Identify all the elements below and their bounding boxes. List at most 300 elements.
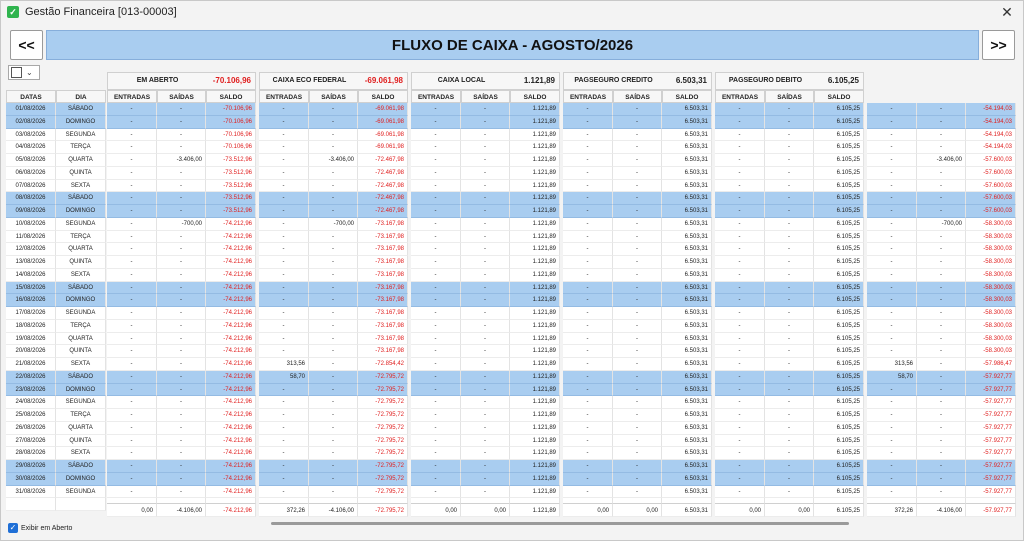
- cell-date: 11/08/2026: [6, 231, 56, 244]
- cell-value: 1.121,89: [510, 218, 560, 231]
- cell-value: -: [259, 294, 309, 307]
- table-row[interactable]: [6, 256, 1020, 269]
- table-row[interactable]: [6, 192, 1020, 205]
- cell-value: -: [461, 231, 510, 244]
- cell-value: -: [765, 422, 814, 435]
- cell-value: -: [715, 192, 765, 205]
- cell-value: -: [461, 218, 510, 231]
- cell-value: -: [411, 243, 461, 256]
- cell-value: 6.105,25: [814, 320, 864, 333]
- cell-day: DOMINGO: [56, 384, 106, 397]
- cell-value: -: [157, 129, 206, 142]
- cell-value: -: [563, 345, 613, 358]
- cell-value: -: [867, 243, 917, 256]
- table-row[interactable]: [6, 180, 1020, 193]
- table-row[interactable]: [6, 141, 1020, 154]
- chevron-down-icon: ⌄: [26, 68, 33, 77]
- cell-value: -74.212,96: [206, 358, 256, 371]
- table-row[interactable]: [6, 422, 1020, 435]
- cell-value: -: [107, 180, 157, 193]
- account-name: CAIXA ECO FEDERAL: [272, 77, 347, 84]
- account-header: [411, 72, 560, 90]
- cell-value: -: [411, 460, 461, 473]
- cell-value: -: [917, 294, 966, 307]
- cell-value: 6.503,31: [662, 371, 712, 384]
- close-icon[interactable]: ✕: [1001, 4, 1013, 20]
- cell-value: -73.167,98: [358, 231, 408, 244]
- cell-value: -73.167,98: [358, 269, 408, 282]
- cell-value: -: [765, 345, 814, 358]
- table-row[interactable]: [6, 447, 1020, 460]
- cell-value: -: [867, 282, 917, 295]
- cell-value: -74.212,96: [206, 243, 256, 256]
- cell-value: 1.121,89: [510, 371, 560, 384]
- cell-day: DOMINGO: [56, 116, 106, 129]
- total-cell: 0,00: [461, 503, 510, 517]
- table-row[interactable]: [6, 409, 1020, 422]
- cell-value: 313,56: [259, 358, 309, 371]
- header-saldo: SALDO: [510, 90, 560, 103]
- cell-day: QUINTA: [56, 435, 106, 448]
- table-row[interactable]: [6, 358, 1020, 371]
- cell-value: -700,00: [157, 218, 206, 231]
- total-cell: -4.106,00: [917, 503, 966, 517]
- cell-value: -: [107, 218, 157, 231]
- cell-value: -: [107, 396, 157, 409]
- cell-value: 6.105,25: [814, 256, 864, 269]
- cell-value: -57.927,77: [966, 447, 1016, 460]
- cell-value: 6.503,31: [662, 141, 712, 154]
- cell-value: -: [107, 345, 157, 358]
- cell-day: DOMINGO: [56, 294, 106, 307]
- cell-value: -: [107, 167, 157, 180]
- cell-value: -: [917, 422, 966, 435]
- table-row[interactable]: [6, 320, 1020, 333]
- cell-value: -54.194,03: [966, 116, 1016, 129]
- next-month-button[interactable]: >>: [982, 30, 1015, 60]
- cell-value: -: [259, 167, 309, 180]
- cell-value: -: [613, 345, 662, 358]
- cell-value: -: [157, 269, 206, 282]
- cell-value: -: [613, 282, 662, 295]
- cell-value: -: [309, 167, 358, 180]
- table-row[interactable]: [6, 269, 1020, 282]
- cell-value: -73.167,98: [358, 333, 408, 346]
- cell-value: -: [461, 180, 510, 193]
- account-header: [259, 72, 408, 90]
- cell-value: -: [157, 180, 206, 193]
- account-header: [563, 72, 712, 90]
- cell-value: 6.503,31: [662, 256, 712, 269]
- cell-value: -: [157, 384, 206, 397]
- cell-value: -: [411, 269, 461, 282]
- cell-value: -: [917, 460, 966, 473]
- cell-day: SEXTA: [56, 269, 106, 282]
- cell-value: -73.167,98: [358, 282, 408, 295]
- cell-value: -74.212,96: [206, 435, 256, 448]
- cell-value: 6.105,25: [814, 333, 864, 346]
- cell-value: -: [411, 396, 461, 409]
- cell-value: -: [259, 320, 309, 333]
- cell-value: -72.795,72: [358, 435, 408, 448]
- cell-value: -57.927,77: [966, 460, 1016, 473]
- cell-date: 16/08/2026: [6, 294, 56, 307]
- cell-value: -: [563, 129, 613, 142]
- table-row[interactable]: [6, 307, 1020, 320]
- cell-value: -57.927,77: [966, 409, 1016, 422]
- cell-day: SEGUNDA: [56, 129, 106, 142]
- cell-value: -: [157, 294, 206, 307]
- cell-date: 13/08/2026: [6, 256, 56, 269]
- cell-value: 6.105,25: [814, 141, 864, 154]
- cell-value: 6.503,31: [662, 307, 712, 320]
- cell-value: -: [563, 282, 613, 295]
- header-saldo: SALDO: [358, 90, 408, 103]
- table-row[interactable]: [6, 435, 1020, 448]
- cell-value: -: [461, 422, 510, 435]
- cell-value: -: [461, 460, 510, 473]
- cell-value: -: [765, 167, 814, 180]
- table-row[interactable]: [6, 473, 1020, 486]
- total-cell: -4.106,00: [157, 503, 206, 517]
- cell-day: QUINTA: [56, 345, 106, 358]
- cell-value: -: [157, 473, 206, 486]
- cell-value: -73.512,96: [206, 192, 256, 205]
- cell-value: -: [715, 422, 765, 435]
- show-open-toggle[interactable]: [8, 523, 72, 533]
- cell-value: -700,00: [309, 218, 358, 231]
- cell-value: -: [411, 409, 461, 422]
- cell-value: -: [917, 129, 966, 142]
- cell-value: -: [867, 167, 917, 180]
- cell-value: -: [613, 486, 662, 499]
- cell-value: -73.512,96: [206, 167, 256, 180]
- cell-value: -: [867, 320, 917, 333]
- cell-value: -: [917, 256, 966, 269]
- cell-date: 17/08/2026: [6, 307, 56, 320]
- cell-value: -: [715, 396, 765, 409]
- cell-value: -74.212,96: [206, 460, 256, 473]
- cell-value: -: [157, 396, 206, 409]
- cell-value: -72.467,98: [358, 192, 408, 205]
- cell-value: -72.467,98: [358, 154, 408, 167]
- cell-value: -: [157, 231, 206, 244]
- cell-date: 23/08/2026: [6, 384, 56, 397]
- cell-value: 6.105,25: [814, 486, 864, 499]
- cell-value: -: [157, 116, 206, 129]
- cell-day: QUINTA: [56, 256, 106, 269]
- total-cell: 0,00: [411, 503, 461, 517]
- cell-value: -: [107, 422, 157, 435]
- cell-value: -: [259, 269, 309, 282]
- cell-value: 6.105,25: [814, 243, 864, 256]
- header-saldo: SALDO: [206, 90, 256, 103]
- cell-value: -: [867, 409, 917, 422]
- cell-value: -: [765, 282, 814, 295]
- cell-value: 6.105,25: [814, 384, 864, 397]
- cell-value: 6.503,31: [662, 294, 712, 307]
- cell-value: -: [765, 180, 814, 193]
- cell-value: -: [259, 333, 309, 346]
- cell-value: -: [715, 218, 765, 231]
- cell-value: 313,56: [867, 358, 917, 371]
- table-row[interactable]: [6, 396, 1020, 409]
- cell-value: -700,00: [917, 218, 966, 231]
- cell-day: TERÇA: [56, 141, 106, 154]
- horizontal-scrollbar[interactable]: [271, 522, 849, 525]
- cell-value: -: [613, 396, 662, 409]
- cell-value: -: [411, 205, 461, 218]
- cell-value: -: [461, 358, 510, 371]
- cell-value: -: [107, 141, 157, 154]
- table-row[interactable]: [6, 460, 1020, 473]
- cell-value: -: [715, 435, 765, 448]
- cell-value: -72.467,98: [358, 205, 408, 218]
- cell-value: -: [613, 460, 662, 473]
- cell-value: -58.300,03: [966, 256, 1016, 269]
- cell-value: -: [309, 345, 358, 358]
- cell-value: -: [259, 460, 309, 473]
- cell-value: -: [867, 486, 917, 499]
- cell-value: -: [107, 320, 157, 333]
- cell-value: -: [613, 116, 662, 129]
- cell-date: 24/08/2026: [6, 396, 56, 409]
- cell-value: -72.795,72: [358, 396, 408, 409]
- total-cell: 0,00: [613, 503, 662, 517]
- header-entradas: ENTRADAS: [715, 90, 765, 103]
- cell-value: -73.512,96: [206, 205, 256, 218]
- cell-value: -: [867, 256, 917, 269]
- cell-value: -: [765, 141, 814, 154]
- cell-value: -: [461, 396, 510, 409]
- cell-value: -: [107, 371, 157, 384]
- cell-value: 1.121,89: [510, 243, 560, 256]
- cell-value: -: [107, 333, 157, 346]
- cell-value: -: [107, 358, 157, 371]
- cell-date: 02/08/2026: [6, 116, 56, 129]
- cell-date: 25/08/2026: [6, 409, 56, 422]
- table-row[interactable]: [6, 154, 1020, 167]
- totals-row: [6, 503, 1020, 517]
- cell-value: -74.212,96: [206, 447, 256, 460]
- cell-value: -: [461, 371, 510, 384]
- table-row[interactable]: [6, 333, 1020, 346]
- cell-value: -72.854,42: [358, 358, 408, 371]
- cell-value: 1.121,89: [510, 256, 560, 269]
- table-row[interactable]: [6, 129, 1020, 142]
- cell-value: -: [765, 205, 814, 218]
- cell-value: -: [259, 282, 309, 295]
- cell-value: -: [563, 269, 613, 282]
- cell-value: -: [461, 269, 510, 282]
- cell-value: -: [461, 447, 510, 460]
- cell-value: 1.121,89: [510, 447, 560, 460]
- cell-value: 6.105,25: [814, 409, 864, 422]
- total-cell: 1.121,89: [510, 503, 560, 517]
- cell-value: -: [461, 486, 510, 499]
- table-row[interactable]: [6, 167, 1020, 180]
- cell-value: -: [157, 460, 206, 473]
- cell-value: 6.503,31: [662, 396, 712, 409]
- cell-value: -: [411, 282, 461, 295]
- cell-value: -74.212,96: [206, 473, 256, 486]
- previous-month-button[interactable]: <<: [10, 30, 43, 60]
- cell-value: -57.927,77: [966, 486, 1016, 499]
- cell-value: -: [613, 205, 662, 218]
- cell-value: -58.300,03: [966, 218, 1016, 231]
- cell-value: -: [411, 167, 461, 180]
- cell-value: -: [563, 358, 613, 371]
- cell-value: -73.167,98: [358, 256, 408, 269]
- cell-value: -: [309, 141, 358, 154]
- cell-value: -: [563, 371, 613, 384]
- cell-day: SÁBADO: [56, 282, 106, 295]
- cell-value: -: [411, 345, 461, 358]
- cell-value: -: [867, 269, 917, 282]
- account-header: [107, 72, 256, 90]
- cell-value: 1.121,89: [510, 129, 560, 142]
- cell-value: -73.167,98: [358, 345, 408, 358]
- cell-value: -: [157, 371, 206, 384]
- account-name: CAIXA LOCAL: [437, 77, 486, 84]
- cell-value: 6.503,31: [662, 473, 712, 486]
- cell-day: TERÇA: [56, 231, 106, 244]
- cell-value: -: [107, 243, 157, 256]
- cell-value: -: [563, 192, 613, 205]
- cell-value: 6.503,31: [662, 103, 712, 116]
- cell-value: -57.600,03: [966, 205, 1016, 218]
- cell-value: -: [309, 396, 358, 409]
- table-row[interactable]: [6, 218, 1020, 231]
- table-row[interactable]: [6, 345, 1020, 358]
- cell-value: 1.121,89: [510, 192, 560, 205]
- cell-value: 1.121,89: [510, 460, 560, 473]
- total-cell: 0,00: [107, 503, 157, 517]
- checkbox-checked-icon[interactable]: ✓: [9, 523, 17, 532]
- header-dia: DIA: [56, 90, 106, 103]
- cell-date: 12/08/2026: [6, 243, 56, 256]
- cell-value: -72.795,72: [358, 447, 408, 460]
- cell-value: -: [613, 231, 662, 244]
- cell-value: -: [715, 269, 765, 282]
- cell-value: -54.194,03: [966, 103, 1016, 116]
- cell-value: 58,70: [867, 371, 917, 384]
- table-row[interactable]: [6, 103, 1020, 116]
- cell-value: -: [917, 447, 966, 460]
- table-row[interactable]: [6, 231, 1020, 244]
- cell-value: -74.212,96: [206, 409, 256, 422]
- cell-value: -: [715, 345, 765, 358]
- cell-value: -: [563, 116, 613, 129]
- cell-value: 1.121,89: [510, 141, 560, 154]
- cell-day: QUARTA: [56, 333, 106, 346]
- table-row[interactable]: [6, 243, 1020, 256]
- table-row[interactable]: [6, 282, 1020, 295]
- cell-value: -73.167,98: [358, 307, 408, 320]
- cell-value: -: [917, 282, 966, 295]
- cell-value: -: [157, 307, 206, 320]
- table-row[interactable]: [6, 294, 1020, 307]
- cell-value: -: [867, 231, 917, 244]
- cell-value: -57.927,77: [966, 435, 1016, 448]
- cell-value: -: [765, 435, 814, 448]
- cell-value: -: [157, 167, 206, 180]
- cell-date: 31/08/2026: [6, 486, 56, 499]
- cell-value: -: [613, 473, 662, 486]
- cell-value: -57.600,03: [966, 154, 1016, 167]
- cell-value: -: [461, 435, 510, 448]
- cell-value: -: [715, 167, 765, 180]
- cell-value: -73.512,96: [206, 154, 256, 167]
- table-row[interactable]: [6, 205, 1020, 218]
- cell-value: -72.795,72: [358, 384, 408, 397]
- cell-value: -: [613, 141, 662, 154]
- cell-value: 6.503,31: [662, 116, 712, 129]
- table-row[interactable]: [6, 116, 1020, 129]
- cell-value: -: [867, 180, 917, 193]
- cell-date: 30/08/2026: [6, 473, 56, 486]
- cell-value: -: [613, 192, 662, 205]
- cell-day: QUARTA: [56, 422, 106, 435]
- cell-value: -: [563, 307, 613, 320]
- cell-value: -: [563, 384, 613, 397]
- cell-value: -57.927,77: [966, 384, 1016, 397]
- cell-value: -: [157, 486, 206, 499]
- cell-value: -: [107, 473, 157, 486]
- cell-value: -: [309, 358, 358, 371]
- cell-value: -: [107, 460, 157, 473]
- cell-date: 18/08/2026: [6, 320, 56, 333]
- cell-value: -: [715, 282, 765, 295]
- cell-value: -58.300,03: [966, 307, 1016, 320]
- cell-date: 04/08/2026: [6, 141, 56, 154]
- show-open-label: Exibir em Aberto: [21, 524, 73, 532]
- cell-value: -72.795,72: [358, 409, 408, 422]
- cell-value: 6.105,25: [814, 129, 864, 142]
- cell-value: -: [613, 358, 662, 371]
- cell-value: -: [411, 192, 461, 205]
- cell-value: -: [411, 231, 461, 244]
- table-row[interactable]: [6, 371, 1020, 384]
- cell-value: -: [411, 129, 461, 142]
- cell-value: -: [259, 256, 309, 269]
- cell-value: -: [563, 167, 613, 180]
- table-row[interactable]: [6, 384, 1020, 397]
- table-row[interactable]: [6, 486, 1020, 499]
- cell-value: 6.503,31: [662, 345, 712, 358]
- cell-value: -: [867, 307, 917, 320]
- cell-value: -: [917, 371, 966, 384]
- cell-value: -72.467,98: [358, 167, 408, 180]
- header-saidas: SAÍDAS: [309, 90, 358, 103]
- header-entradas: ENTRADAS: [259, 90, 309, 103]
- cell-value: -72.795,72: [358, 422, 408, 435]
- cell-value: -: [715, 116, 765, 129]
- header-saldo: SALDO: [662, 90, 712, 103]
- cell-value: 1.121,89: [510, 320, 560, 333]
- cell-value: -: [715, 320, 765, 333]
- cell-value: -: [563, 205, 613, 218]
- cell-day: SÁBADO: [56, 103, 106, 116]
- cell-value: -: [917, 269, 966, 282]
- cell-day: SÁBADO: [56, 371, 106, 384]
- cell-value: -: [765, 269, 814, 282]
- cell-value: -70.106,96: [206, 141, 256, 154]
- cell-value: -: [917, 192, 966, 205]
- cell-value: -: [259, 129, 309, 142]
- cell-value: -: [867, 422, 917, 435]
- cell-value: -58.300,03: [966, 320, 1016, 333]
